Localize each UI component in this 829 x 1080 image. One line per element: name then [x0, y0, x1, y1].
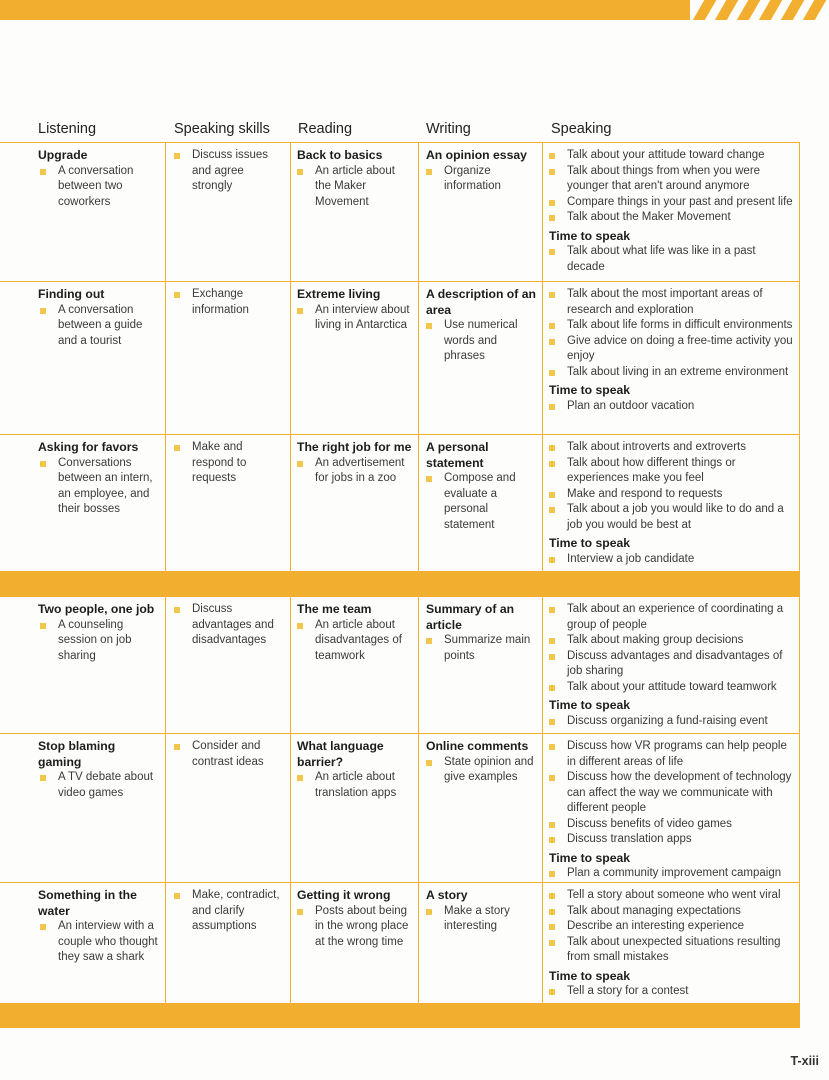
time-to-speak-item-text: Discuss organizing a fund-raising event [567, 714, 768, 727]
listening-item-text: An interview with a couple who thought they saw a shark [58, 920, 158, 963]
speaking-item-text: Talk about managing expectations [567, 904, 741, 917]
bullet-icon [40, 461, 46, 467]
speaking-item [549, 680, 795, 696]
table-header [0, 117, 800, 143]
reading-cell [291, 597, 419, 735]
writing-item [426, 755, 538, 786]
speaking-item [549, 770, 795, 817]
skill-item-text: Make and respond to requests [192, 441, 247, 484]
speaking-skills-cell [166, 282, 291, 434]
writing-cell [419, 883, 543, 1006]
bullet-icon [549, 607, 555, 613]
listening-cell [0, 734, 166, 888]
bullet-icon [426, 909, 432, 915]
reading-title: Back to basics [297, 148, 383, 162]
reading-cell [291, 734, 419, 888]
writing-item-text: State opinion and give examples [444, 755, 534, 783]
speaking-item [549, 919, 795, 935]
time-to-speak-label: Time to speak [549, 968, 631, 983]
bullet-icon [174, 153, 180, 159]
bullet-icon [549, 215, 555, 221]
speaking-cell [543, 597, 800, 735]
listening-item [38, 164, 161, 211]
bullet-icon [549, 249, 555, 255]
writing-cell [419, 734, 543, 888]
writing-title: A story [426, 888, 468, 902]
reading-item-text: An interview about living in Antarctica [315, 303, 410, 331]
bullet-icon [549, 837, 555, 843]
writing-cell [419, 143, 543, 281]
listening-cell [0, 435, 166, 573]
bullet-icon [174, 607, 180, 613]
speaking-item [549, 318, 795, 334]
writing-title: A personal statement [426, 440, 489, 470]
bullet-icon [549, 744, 555, 750]
speaking-item-text: Talk about things from when you were younger that aren't around anymore [567, 164, 761, 192]
speaking-item [549, 365, 795, 381]
writing-item-text: Compose and evaluate a personal statement [444, 472, 516, 531]
speaking-item-text: Talk about an experience of coordinating a group of people [567, 603, 784, 631]
bullet-icon [297, 623, 303, 629]
bullet-icon [549, 492, 555, 498]
skill-item-text: Make, contradict, and clarify assumptions [192, 889, 280, 932]
writing-item [426, 318, 538, 365]
speaking-item [549, 164, 795, 195]
bullet-icon [549, 370, 555, 376]
time-to-speak-item-text: Plan an outdoor vacation [567, 399, 695, 412]
unit-row [0, 143, 800, 282]
bullet-icon [549, 638, 555, 644]
listening-item [38, 618, 161, 665]
bullet-icon [297, 775, 303, 781]
speaking-item [549, 888, 795, 904]
bullet-icon [549, 292, 555, 298]
listening-item-text: Conversations between an intern, an employee, and their bosses [58, 456, 153, 515]
speaking-item [549, 649, 795, 680]
speaking-item [549, 602, 795, 633]
speaking-item-text: Talk about making group decisions [567, 634, 744, 646]
writing-item [426, 471, 538, 533]
header-reading: Reading [298, 121, 353, 137]
page-number: T-xiii [790, 1054, 819, 1068]
listening-item-text: A counseling session on job sharing [58, 618, 132, 662]
speaking-cell [543, 282, 800, 434]
skill-item-text: Discuss issues and agree strongly [192, 149, 269, 192]
time-to-speak-label: Time to speak [549, 383, 631, 397]
skill-item [174, 888, 286, 935]
speaking-item-text: Compare things in your past and present life [567, 195, 793, 208]
speaking-item-text: Make and respond to requests [567, 487, 723, 500]
skill-item-text: Exchange information [192, 288, 249, 316]
time-to-speak-label: Time to speak [549, 536, 631, 550]
listening-title: Upgrade [38, 148, 88, 162]
listening-title: Stop blaming gaming [38, 739, 116, 769]
speaking-item [549, 832, 795, 848]
skill-item [174, 602, 286, 649]
header-writing: Writing [426, 121, 471, 137]
time-to-speak-label: Time to speak [549, 228, 631, 243]
section-divider [0, 572, 800, 597]
unit-row [0, 734, 800, 883]
speaking-item-text: Talk about your attitude toward change [567, 149, 765, 161]
listening-cell [0, 143, 166, 281]
skill-item-text: Consider and contrast ideas [192, 740, 264, 768]
bullet-icon [549, 404, 555, 410]
speaking-item [549, 334, 795, 365]
writing-item-text: Summarize main points [444, 634, 531, 662]
bullet-icon [549, 461, 555, 467]
writing-item-text: Organize information [444, 164, 501, 192]
time-to-speak-item-text: Talk about what life was like in a past decade [567, 245, 756, 273]
speaking-skills-cell [166, 143, 291, 281]
bullet-icon [426, 323, 432, 329]
time-to-speak-item-text: Plan a community improvement campaign [567, 867, 782, 879]
bullet-icon [40, 308, 46, 314]
reading-title: Extreme living [297, 287, 381, 301]
writing-cell [419, 435, 543, 573]
speaking-cell [543, 435, 800, 573]
speaking-item-text: Talk about the Maker Movement [567, 211, 731, 223]
speaking-item-text: Talk about a job you would like to do and a job you would be best at [567, 503, 784, 531]
bullet-icon [297, 461, 303, 467]
reading-cell [291, 282, 419, 434]
listening-item-text: A conversation between two coworkers [58, 164, 134, 208]
bullet-icon [297, 909, 303, 915]
reading-item [297, 164, 414, 211]
skill-item [174, 440, 286, 487]
speaking-skills-cell [166, 435, 291, 573]
speaking-item [549, 904, 795, 920]
bullet-icon [549, 169, 555, 175]
reading-cell [291, 143, 419, 281]
syllabus-table [0, 142, 800, 1028]
bullet-icon [174, 893, 180, 899]
header-speaking: Speaking [551, 121, 612, 137]
reading-title: The right job for me [297, 440, 412, 454]
speaking-item-text: Give advice on doing a free-time activity you enjoy [567, 334, 793, 362]
reading-title: The me team [297, 602, 372, 616]
listening-cell [0, 282, 166, 434]
speaking-cell [543, 883, 800, 1006]
speaking-item [549, 739, 795, 770]
bullet-icon [549, 654, 555, 660]
speaking-item-text: Talk about living in an extreme environment [567, 365, 789, 378]
speaking-item-text: Talk about the most important areas of research and exploration [567, 288, 763, 316]
reading-item [297, 303, 414, 334]
skill-item [174, 739, 286, 770]
speaking-item [549, 210, 795, 226]
speaking-item-text: Talk about your attitude toward teamwork [567, 680, 777, 693]
reading-item-text: Posts about being in the wrong place at the wrong time [315, 904, 409, 948]
bullet-icon [549, 339, 555, 345]
bullet-icon [426, 760, 432, 766]
bullet-icon [297, 308, 303, 314]
bullet-icon [174, 292, 180, 298]
writing-title: Summary of an article [426, 602, 515, 632]
header-listening: Listening [38, 121, 97, 137]
listening-item [38, 770, 161, 801]
reading-item-text: An article about the Maker Movement [315, 164, 395, 208]
listening-title: Two people, one job [38, 602, 155, 616]
listening-title: Finding out [38, 287, 105, 301]
listening-cell [0, 883, 166, 1006]
bullet-icon [549, 445, 555, 451]
listening-item-text: A conversation between a guide and a tourist [58, 303, 143, 347]
speaking-skills-cell [166, 597, 291, 735]
reading-item [297, 456, 414, 487]
bullet-icon [174, 445, 180, 451]
top-accent-band [0, 0, 690, 20]
speaking-cell [543, 734, 800, 888]
unit-row [0, 597, 800, 734]
bullet-icon [40, 924, 46, 930]
unit-row [0, 435, 800, 572]
speaking-item [549, 935, 795, 966]
bullet-icon [426, 638, 432, 644]
speaking-item [549, 456, 795, 487]
bullet-icon [40, 775, 46, 781]
bottom-accent-bar [0, 1004, 800, 1028]
writing-item [426, 904, 538, 935]
bullet-icon [549, 200, 555, 206]
reading-title: What language barrier? [297, 739, 384, 769]
time-to-speak-label: Time to speak [549, 698, 631, 712]
reading-item-text: An article about disadvantages of teamwork [315, 618, 402, 662]
time-to-speak-item-text: Tell a story for a contest [567, 985, 689, 997]
speaking-item-text: Talk about life forms in difficult environments [567, 319, 793, 331]
bullet-icon [549, 924, 555, 930]
bullet-icon [426, 476, 432, 482]
time-to-speak-item [549, 714, 795, 730]
speaking-item-text: Discuss how the development of technology can affect the way we communicate with different people [567, 771, 792, 814]
time-to-speak-item [549, 552, 795, 568]
listening-title: Something in the water [38, 888, 137, 918]
bullet-icon [40, 623, 46, 629]
speaking-item-text: Talk about unexpected situations resulting from small mistakes [567, 935, 781, 963]
time-to-speak-item [549, 984, 795, 1000]
skill-item-text: Discuss advantages and disadvantages [192, 603, 274, 646]
writing-item [426, 164, 538, 195]
writing-cell [419, 282, 543, 434]
writing-item-text: Make a story interesting [444, 904, 510, 932]
time-to-speak-item [549, 244, 795, 275]
speaking-item-text: Talk about introverts and extroverts [567, 441, 746, 453]
bullet-icon [426, 169, 432, 175]
header-speaking-skills: Speaking skills [174, 121, 270, 137]
reading-item-text: An article about translation apps [315, 771, 397, 799]
writing-item [426, 633, 538, 664]
speaking-item [549, 502, 795, 533]
bullet-icon [549, 323, 555, 329]
speaking-cell [543, 143, 800, 281]
reading-cell [291, 435, 419, 573]
speaking-item [549, 817, 795, 833]
time-to-speak-label: Time to speak [549, 850, 631, 865]
bullet-icon [549, 153, 555, 159]
writing-cell [419, 597, 543, 735]
bullet-icon [549, 893, 555, 899]
speaking-skills-cell [166, 734, 291, 888]
bullet-icon [549, 685, 555, 691]
listening-title: Asking for favors [38, 440, 139, 454]
listening-cell [0, 597, 166, 735]
speaking-item-text: Discuss translation apps [567, 833, 692, 845]
reading-item-text: An advertisement for jobs in a zoo [315, 456, 405, 484]
bullet-icon [549, 557, 555, 563]
time-to-speak-item [549, 399, 795, 415]
writing-title: Online comments [426, 739, 529, 753]
speaking-item [549, 287, 795, 318]
speaking-item [549, 487, 795, 503]
reading-item [297, 770, 414, 801]
bullet-icon [549, 719, 555, 725]
skill-item [174, 287, 286, 318]
unit-row [0, 883, 800, 1004]
bullet-icon [549, 989, 555, 995]
speaking-item-text: Talk about how different things or experiences make you feel [567, 456, 736, 484]
speaking-item [549, 440, 795, 456]
bullet-icon [549, 775, 555, 781]
speaking-item-text: Discuss benefits of video games [567, 817, 732, 830]
time-to-speak-item-text: Interview a job candidate [567, 552, 695, 565]
bullet-icon [549, 822, 555, 828]
bullet-icon [549, 871, 555, 877]
reading-title: Getting it wrong [297, 888, 391, 902]
listening-item [38, 303, 161, 350]
decorative-stripes [690, 0, 829, 20]
skill-item [174, 148, 286, 195]
reading-item [297, 904, 414, 951]
writing-title: An opinion essay [426, 148, 527, 162]
unit-row [0, 282, 800, 435]
speaking-skills-cell [166, 883, 291, 1006]
bullet-icon [297, 169, 303, 175]
speaking-item-text: Describe an interesting experience [567, 920, 745, 932]
listening-item [38, 919, 161, 966]
listening-item-text: A TV debate about video games [58, 771, 154, 799]
speaking-item [549, 148, 795, 164]
speaking-item-text: Discuss advantages and disadvantages of job sharing [567, 649, 783, 677]
writing-item-text: Use numerical words and phrases [444, 319, 518, 362]
speaking-item [549, 195, 795, 211]
bullet-icon [549, 940, 555, 946]
bullet-icon [549, 507, 555, 513]
reading-cell [291, 883, 419, 1006]
bullet-icon [40, 169, 46, 175]
writing-title: A description of an area [426, 287, 536, 317]
time-to-speak-item [549, 866, 795, 882]
reading-item [297, 618, 414, 665]
speaking-item-text: Discuss how VR programs can help people in different areas of life [567, 740, 787, 768]
bullet-icon [549, 909, 555, 915]
bullet-icon [174, 744, 180, 750]
listening-item [38, 456, 161, 518]
speaking-item-text: Tell a story about someone who went viral [567, 889, 781, 901]
speaking-item [549, 633, 795, 649]
